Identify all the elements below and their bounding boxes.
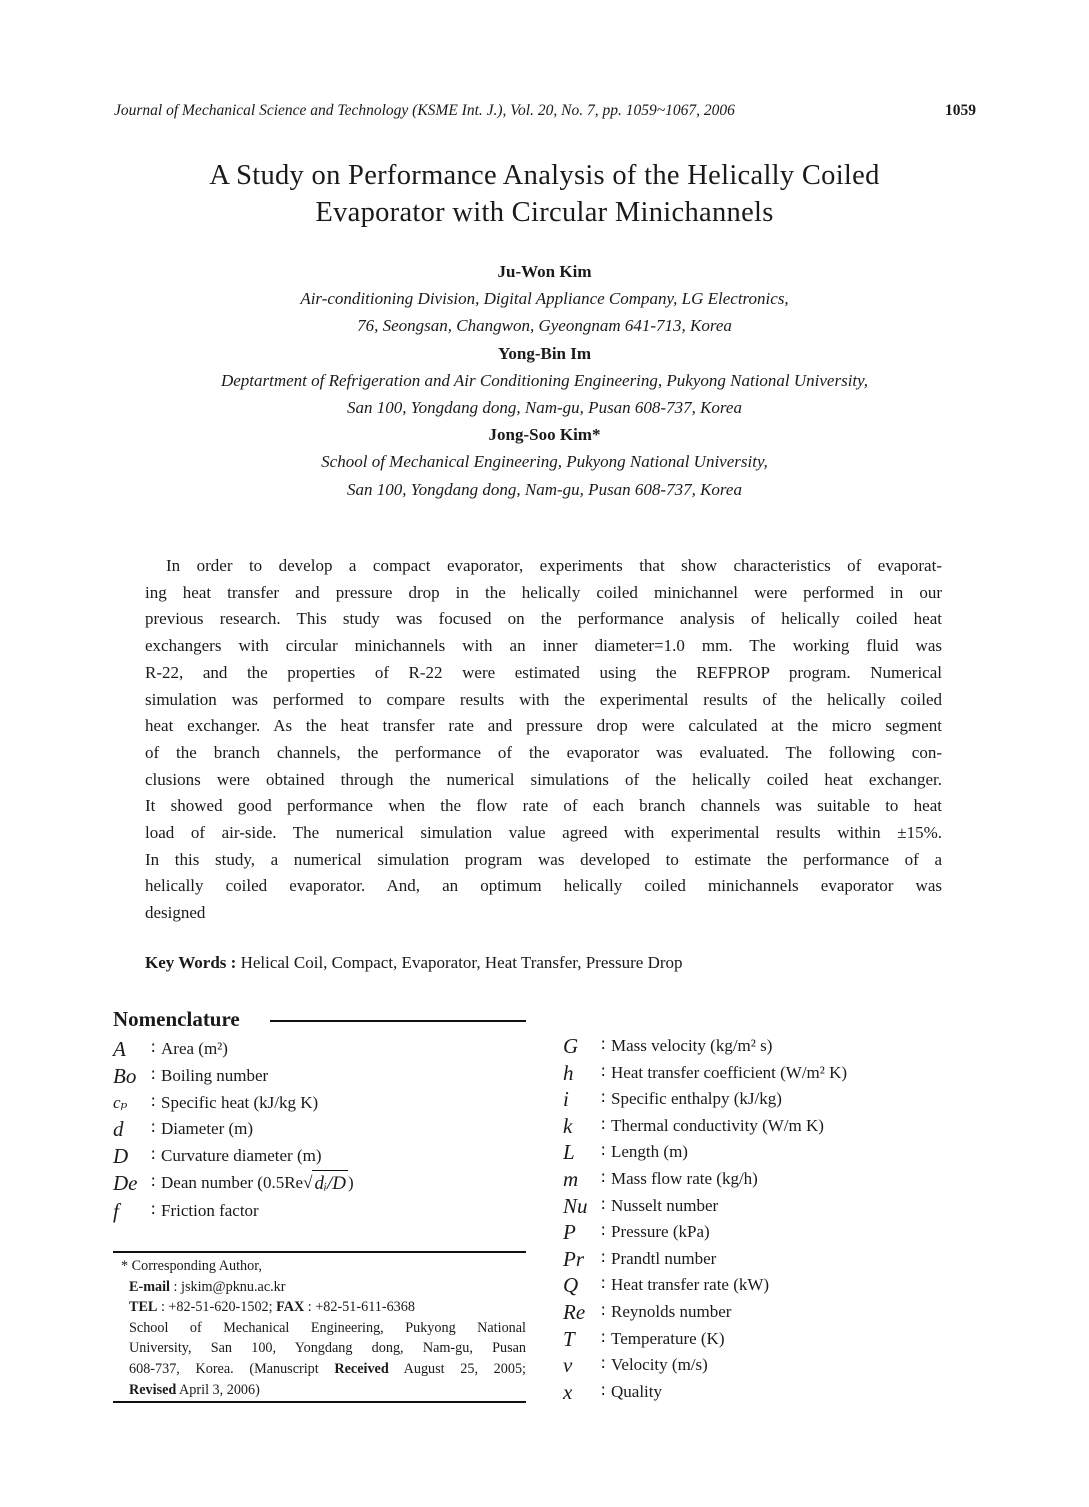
nomenclature-description: Boiling number [161, 1065, 269, 1085]
author-affiliation: San 100, Yongdang dong, Nam-gu, Pusan 608-737, Korea [347, 479, 742, 499]
nomenclature-row [563, 1379, 847, 1406]
nomenclature-description: Mass velocity (kg/m² s) [611, 1036, 773, 1055]
divider [113, 1401, 526, 1403]
title-line: Evaporator with Circular Minichannels [315, 197, 774, 228]
nomenclature-left [113, 1036, 354, 1225]
nomenclature-right [563, 1033, 847, 1405]
author-name: Jong-Soo Kim* [488, 425, 601, 445]
nomenclature-symbol: D [113, 1144, 129, 1169]
nomenclature-row [113, 1090, 354, 1117]
nomenclature-symbol: h [563, 1060, 574, 1085]
colon: ∶ [601, 1275, 606, 1295]
nomenclature-description: Temperature (K) [611, 1328, 725, 1348]
nomenclature-description: Nusselt number [611, 1195, 719, 1215]
nomenclature-symbol: f [113, 1198, 119, 1223]
nomenclature-row [563, 1352, 847, 1379]
nomenclature-row [563, 1113, 847, 1140]
colon: ∶ [151, 1092, 156, 1112]
nomenclature-row [563, 1272, 847, 1299]
nomenclature-row [563, 1193, 847, 1220]
keywords [145, 953, 683, 973]
footnote-phone: TEL : +82-51-620-1502; FAX : +82-51-611-6368 [129, 1299, 415, 1316]
abstract-line: heat exchanger. As the heat transfer rate and pressure drop were calculated at the micro segment [145, 716, 942, 736]
nomenclature-symbol: Q [563, 1273, 579, 1298]
colon: ∶ [601, 1328, 606, 1348]
nomenclature-heading: Nomenclature [113, 1007, 240, 1031]
colon: ∶ [601, 1036, 606, 1055]
nomenclature-symbol: Bo [113, 1063, 137, 1088]
colon: ∶ [151, 1200, 156, 1220]
nomenclature-symbol: Nu [563, 1193, 588, 1218]
nomenclature-row [563, 1166, 847, 1193]
footnote-email: E-mail : jskim@pknu.ac.kr [129, 1278, 286, 1295]
colon: ∶ [151, 1146, 156, 1166]
author-affiliation: School of Mechanical Engineering, Pukyong National University, [321, 452, 768, 472]
nomenclature-symbol: De [113, 1170, 138, 1195]
divider [113, 1251, 526, 1253]
colon: ∶ [151, 1172, 156, 1192]
colon: ∶ [601, 1062, 606, 1082]
nomenclature-description: Quality [611, 1381, 662, 1401]
colon: ∶ [151, 1119, 156, 1139]
nomenclature-row [563, 1219, 847, 1246]
abstract-line: exchangers with circular minichannels with an inner diameter=1.0 mm. The working fluid was [145, 636, 942, 656]
nomenclature-row [113, 1143, 354, 1170]
nomenclature-row [563, 1299, 847, 1326]
nomenclature-row [113, 1116, 354, 1143]
colon: ∶ [151, 1039, 156, 1058]
nomenclature-symbol: Pr [563, 1246, 584, 1271]
author-affiliation: Deptartment of Refrigeration and Air Conditioning Engineering, Pukyong National University, [220, 370, 869, 390]
nomenclature-description: Heat transfer rate (kW) [611, 1275, 770, 1295]
running-header [114, 102, 976, 120]
nomenclature-description: Curvature diameter (m) [161, 1146, 322, 1166]
abstract [145, 553, 942, 927]
footnote-address: School of Mechanical Engineering, Pukyong National [129, 1319, 526, 1336]
nomenclature-description: Length (m) [611, 1142, 688, 1162]
nomenclature-symbol: x [563, 1379, 573, 1404]
abstract-line: simulation was performed to compare results with the experimental results of the helically coiled [145, 689, 942, 709]
nomenclature-row [113, 1036, 354, 1063]
journal-citation: Journal of Mechanical Science and Technology (KSME Int. J.), Vol. 20, No. 7, pp. 1059~1067, 2006 [114, 102, 735, 119]
footnote-corresponding: * Corresponding Author, [121, 1258, 262, 1274]
nomenclature-description: Pressure (kPa) [611, 1222, 710, 1242]
nomenclature-row [113, 1063, 354, 1090]
nomenclature-symbol: G [563, 1034, 579, 1058]
keywords-text: Helical Coil, Compact, Evaporator, Heat Transfer, Pressure Drop [236, 953, 683, 972]
colon: ∶ [151, 1065, 156, 1085]
nomenclature-symbol: Re [563, 1299, 586, 1324]
abstract-line: of the branch channels, the performance of the evaporator was evaluated. The following con- [145, 742, 942, 762]
author-block [0, 258, 1089, 503]
nomenclature-description: Area (m²) [161, 1039, 228, 1058]
nomenclature-row [563, 1139, 847, 1166]
abstract-line: In this study, a numerical simulation program was developed to estimate the performance of a [145, 849, 942, 869]
nomenclature-row [563, 1086, 847, 1113]
nomenclature-description-tail: ) [347, 1172, 354, 1192]
author-affiliation: 76, Seongsan, Changwon, Gyeongnam 641-713, Korea [357, 316, 732, 336]
abstract-line: designed [145, 903, 206, 923]
nomenclature-symbol: cₚ [113, 1092, 128, 1112]
abstract-line: helically coiled evaporator. And, an optimum helically coiled minichannels evaporator was [145, 876, 942, 896]
sqrt-radicand: dᵢ/D [312, 1170, 348, 1198]
abstract-line: R-22, and the properties of R-22 were estimated using the REFPROP program. Numerical [145, 662, 942, 682]
nomenclature-symbol: T [563, 1326, 575, 1351]
nomenclature-description: Velocity (m/s) [611, 1355, 708, 1375]
nomenclature-description: Diameter (m) [161, 1119, 254, 1139]
author-affiliation: Air-conditioning Division, Digital Appliance Company, LG Electronics, [300, 289, 789, 309]
abstract-line: It showed good performance when the flow rate of each branch channels was suitable to heat [145, 796, 942, 816]
author-name: Ju-Won Kim [497, 262, 592, 281]
colon: ∶ [601, 1381, 606, 1401]
colon: ∶ [601, 1248, 606, 1268]
colon: ∶ [601, 1355, 606, 1375]
nomenclature-row [563, 1060, 847, 1087]
nomenclature-description: Friction factor [161, 1200, 259, 1220]
nomenclature-description: Mass flow rate (kg/h) [611, 1168, 758, 1188]
keywords-label: Key Words : [145, 953, 237, 972]
nomenclature-description: Prandtl number [611, 1248, 717, 1268]
nomenclature-description: Dean number (0.5Re [161, 1172, 304, 1192]
author-affiliation: San 100, Yongdang dong, Nam-gu, Pusan 608-737, Korea [347, 398, 742, 418]
nomenclature-description: Heat transfer coefficient (W/m² K) [611, 1062, 848, 1082]
nomenclature-row [563, 1033, 847, 1060]
nomenclature-row [113, 1170, 354, 1198]
nomenclature-description: Thermal conductivity (W/m K) [611, 1115, 824, 1135]
nomenclature-symbol: v [563, 1353, 573, 1378]
nomenclature-symbol: i [563, 1087, 569, 1112]
nomenclature-row [563, 1326, 847, 1353]
nomenclature-description: Specific heat (kJ/kg K) [161, 1092, 319, 1112]
nomenclature-symbol: A [113, 1037, 126, 1061]
abstract-line: clusions were obtained through the numerical simulations of the helically coiled heat exchanger. [145, 769, 942, 789]
nomenclature-description: Specific enthalpy (kJ/kg) [611, 1089, 782, 1109]
colon: ∶ [601, 1195, 606, 1215]
title-line: A Study on Performance Analysis of the Helically Coiled [209, 160, 880, 191]
colon: ∶ [601, 1089, 606, 1109]
footnote-address: University, San 100, Yongdang dong, Nam-gu, Pusan [129, 1340, 526, 1357]
abstract-line: ing heat transfer and pressure drop in the helically coiled minichannel were performed in our [145, 582, 942, 602]
colon: ∶ [601, 1168, 606, 1188]
abstract-line: In order to develop a compact evaporator, experiments that show characteristics of evaporat- [166, 556, 942, 575]
nomenclature-symbol: m [563, 1166, 579, 1191]
abstract-line: load of air-side. The numerical simulation value agreed with experimental results within ±15%. [145, 823, 942, 843]
abstract-line: previous research. This study was focused on the performance analysis of helically coiled heat [145, 609, 942, 629]
nomenclature-description: Reynolds number [611, 1301, 732, 1321]
nomenclature-row [113, 1198, 354, 1225]
colon: ∶ [601, 1115, 606, 1135]
footnote-received: 608-737, Korea. (Manuscript Received August 25, 2005; [129, 1360, 526, 1377]
colon: ∶ [601, 1301, 606, 1321]
page-number: 1059 [945, 102, 976, 119]
colon: ∶ [601, 1142, 606, 1162]
footnote-revised: Revised April 3, 2006) [129, 1381, 260, 1398]
author-name: Yong-Bin Im [497, 343, 592, 363]
nomenclature-row [563, 1246, 847, 1273]
footnote [121, 1256, 526, 1400]
colon: ∶ [601, 1222, 606, 1242]
nomenclature-symbol: d [113, 1117, 124, 1142]
paper-title [0, 157, 1089, 231]
nomenclature-symbol: P [563, 1220, 576, 1245]
nomenclature-symbol: L [563, 1140, 575, 1165]
divider [270, 1020, 526, 1022]
nomenclature-symbol: k [563, 1113, 573, 1138]
sqrt-sign: √ [303, 1172, 313, 1192]
